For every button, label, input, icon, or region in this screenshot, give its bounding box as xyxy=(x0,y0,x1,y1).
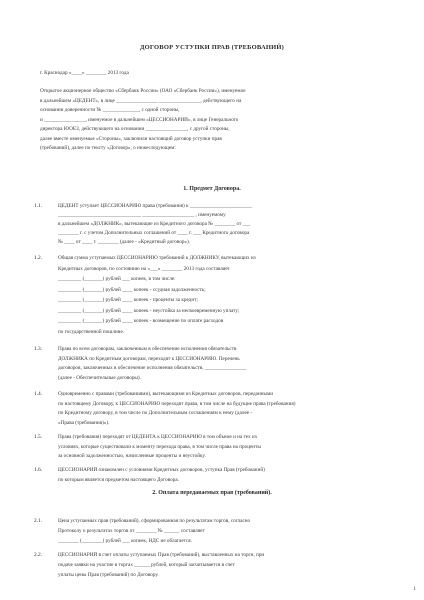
text-line: _________ (_______) рублей ____ копеек - возмещение по оплате расходов xyxy=(58,318,224,324)
document-title: ДОГОВОР УСТУПКИ ПРАВ (ТРЕБОВАНИЙ) xyxy=(139,44,285,51)
clause-number: 1.6. xyxy=(34,467,43,473)
text-line: № ____ от ____ г. ________ (далее - «Кредитный договор»). xyxy=(58,239,191,245)
text-line: директора ЮОЕЗ, действующего на основании ________________, с другой стороны, xyxy=(40,126,230,132)
text-line: _________ (_______) рублей ____ копеек - проценты за кредит; xyxy=(58,297,198,303)
text-line: Права по всем договорам, заключенным в обеспечение исполнения обязательств xyxy=(58,346,237,352)
text-line: по государственной пошлине. xyxy=(58,328,125,335)
text-line: в дальнейшем «ДОЛЖНИК», вытекающие из Кредитного договора № ________ от ___ xyxy=(58,221,251,227)
text-line: _________ (_______) рублей ____ копеек - ссудная задолженность; xyxy=(58,286,206,293)
text-line: подаче заявки на участие в торгах ______ рублей, который засчитывается в счет xyxy=(58,562,235,568)
text-line: и ________________, именуемое в дальнейшем «ЦЕССИОНАРИЙ», в лице Генерального xyxy=(40,116,239,123)
clause-number: 1.1. xyxy=(34,203,43,209)
city-date-line: г. Краснодар «____» ________ 2013 года xyxy=(40,70,129,76)
text-line: ________ (________) рублей ___ копеек, НДС не облагается. xyxy=(58,538,192,544)
section1-heading: 1. Предмет Договора. xyxy=(183,186,241,192)
text-line: Права (требования) переходят от ЦЕДЕНТА к ЦЕССИОНАРИЮ в том объеме и на тех их xyxy=(58,434,258,440)
text-line: в дальнейшем «ЦЕДЕНТ», в лице ________________ ________________, действующего на xyxy=(40,97,242,104)
text-line: ДОЛЖНИКА по Кредитным договорам, переходят к ЦЕССИОНАРИЮ. Перечень xyxy=(58,355,240,362)
text-line: ________ г. с учетом Дополнительных соглашений от ____ г. ___ Кредитного договора xyxy=(58,230,250,236)
text-line: ЦЕССИОНАРИЙ ознакомлен с условиями Кредитных договоров, уступка Прав (требований) xyxy=(58,467,265,473)
clause-number: 2.1. xyxy=(34,518,43,524)
text-line: _________ (_______) рублей ___ копеек, в том числе: xyxy=(58,276,176,282)
clause-number: 1.2. xyxy=(34,255,43,261)
text-line: (требований), далее по тексту «Договор», о нижеследующем: xyxy=(40,145,176,151)
text-line: ЦЕССИОНАРИЙ в счет оплаты уступаемых Прав (требований), выставленных на торги, при xyxy=(58,552,265,558)
section2-heading: 2. Оплата передаваемых прав (требований). xyxy=(152,490,272,496)
text-line: за основной задолженностью, начисленные проценты и неустойку. xyxy=(58,453,206,459)
text-line: (далее - Обеспечительные договоры). xyxy=(58,374,141,381)
text-line: Цена уступаемых прав (требований), сформированная по результатам торгов, согласно xyxy=(58,518,251,524)
text-line: по настоящему Договору, к ЦЕССИОНАРИЮ переходят права, в том числе на будущие права (требования) xyxy=(58,400,296,407)
text-line: «Права (требования)»). xyxy=(58,419,110,426)
text-line: по которым является предметом настоящего Договора. xyxy=(58,476,179,483)
text-line: Протоколу о результатах торгов от ________ № ______ составляет xyxy=(58,528,205,534)
text-line: Одновременно с правами (требованиями), вытекающими из Кредитных договоров, переданными xyxy=(58,391,274,397)
page-number: 1 xyxy=(413,587,416,592)
clause-number: 1.3. xyxy=(34,346,43,352)
text-line: условиях, которые существовали к моменту перехода права, в том числе права на проценты xyxy=(58,443,261,450)
text-line: по Кредитному договору, в том числе по Дополнительным соглашениям к нему (далее - xyxy=(58,410,253,416)
clause-number: 1.5. xyxy=(34,434,43,440)
text-line: далее вместе именуемые «Стороны», заключили настоящий договор уступки прав xyxy=(40,135,222,142)
text-line: Открытое акционерное общество «Сбербанк России» (ОАО «Сбербанк России»), именуемое xyxy=(40,88,246,94)
clause-number: 1.4. xyxy=(34,391,43,397)
text-line: ЦЕДЕНТ уступает ЦЕССИОНАРИЮ права (требования) к ________________________ xyxy=(58,203,253,209)
text-line: ________________________________ ____________________ , именуемому xyxy=(58,212,226,218)
clause-number: 2.2. xyxy=(34,552,43,558)
text-line: основании доверенности № ______________, с одной стороны, xyxy=(40,107,180,113)
text-line: _________ (_______) рублей ____ копеек - неустойка за несвоевременную уплату; xyxy=(58,307,240,314)
text-line: Общая сумма уступаемых ЦЕССИОНАРИЮ требований к ДОЛЖНИКУ, вытекающих из xyxy=(58,255,256,261)
text-line: Кредитных договоров, по состоянию на «___» ________ 2013 года составляет xyxy=(58,265,230,272)
text-line: договоров, заключенных в обеспечение исполнения обязательств, ________________ xyxy=(58,365,247,371)
text-line: уплаты цены Прав (требований) по Договору. xyxy=(58,572,159,578)
